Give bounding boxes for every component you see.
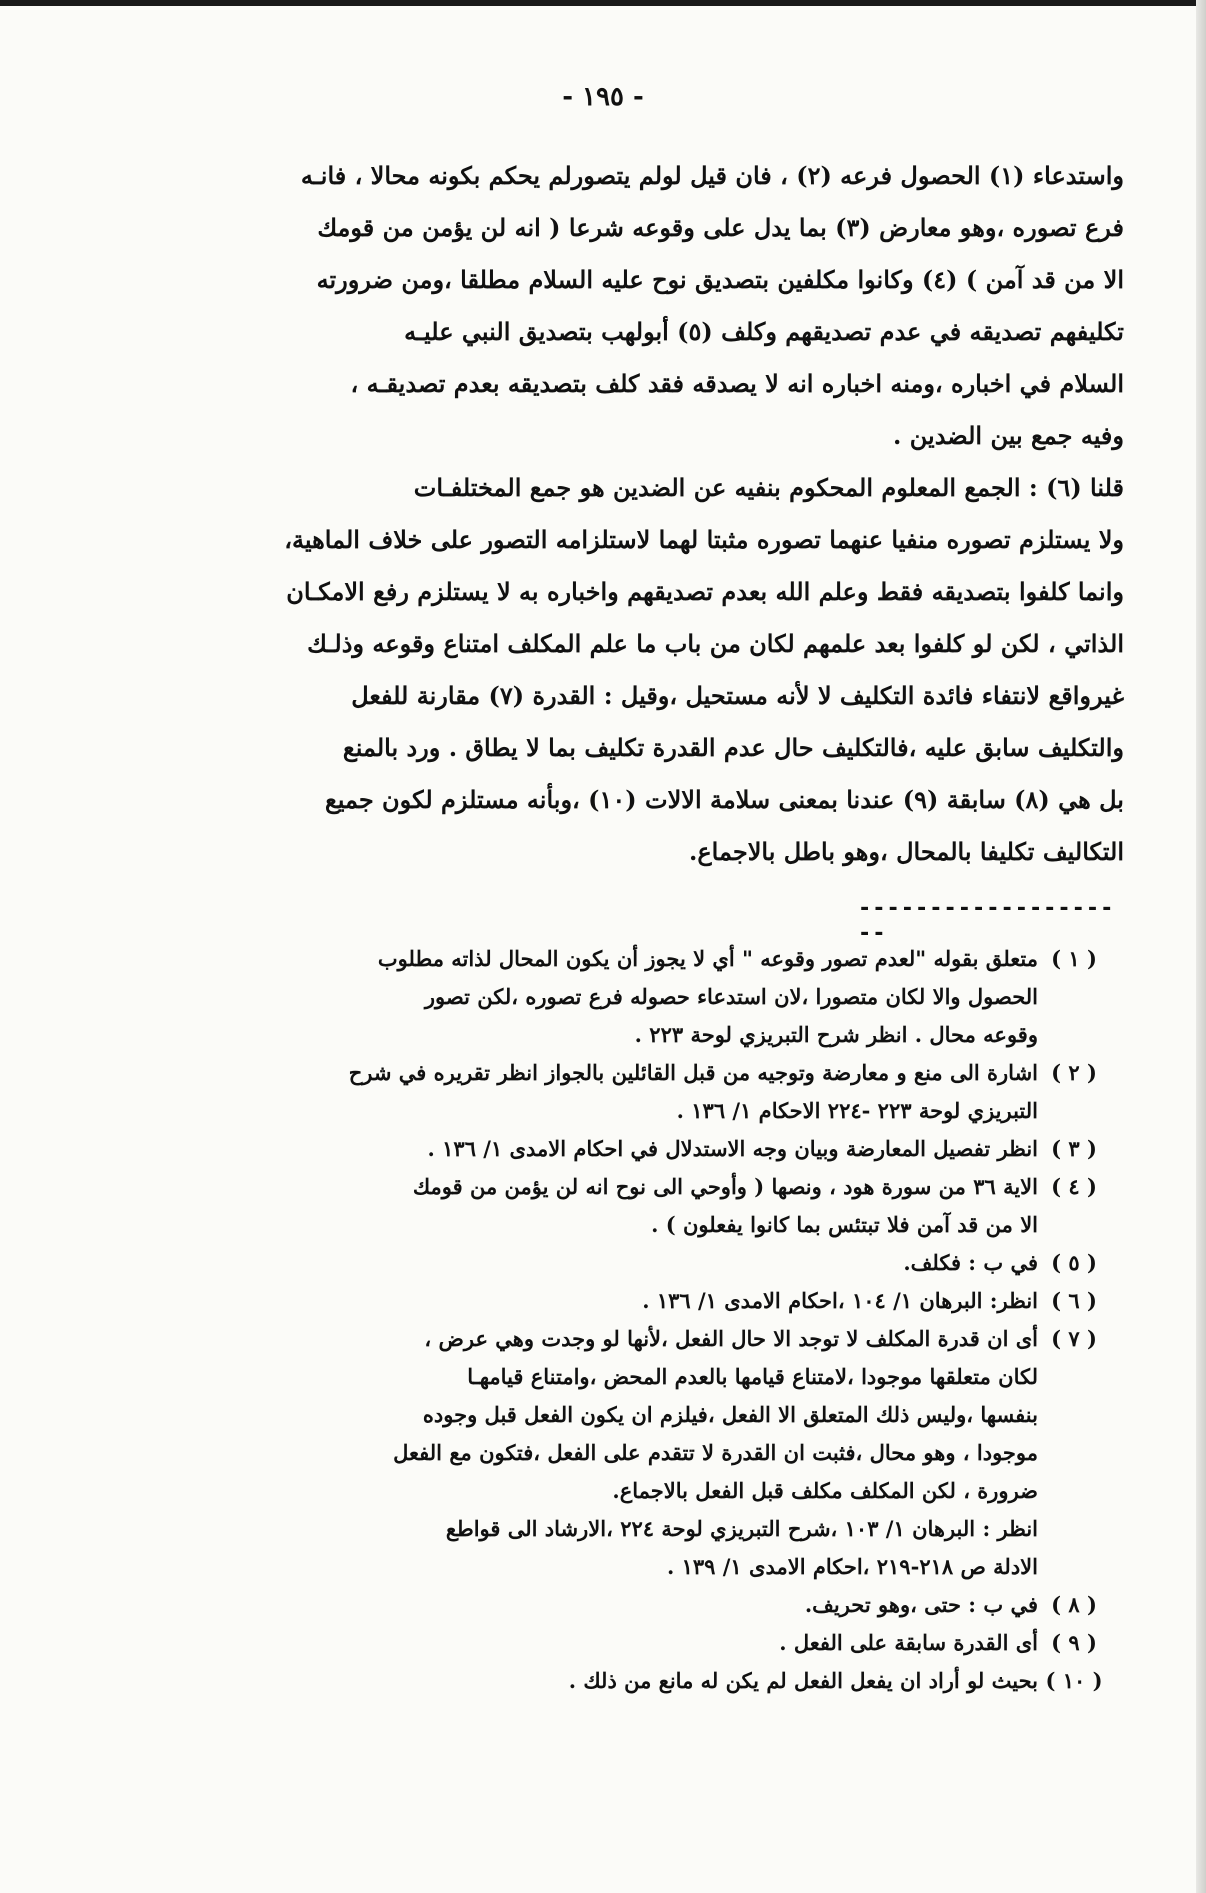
scan-top-edge — [0, 0, 1206, 6]
footnote-line: التبريزي لوحة ٢٢٣ -٢٢٤ الاحكام ١/ ١٣٦ . — [676, 1098, 1038, 1123]
footnote — [150, 1130, 1110, 1168]
main-text-line: بل هي (٨) سابقة (٩) عندنا بمعنى سلامة الالات (١٠) ،وبأنه مستلزم لكون جميع — [324, 785, 1124, 814]
footnote-number: ( ٢ ) — [1051, 1060, 1097, 1085]
footnote — [150, 1320, 1110, 1586]
footnote-text — [150, 1130, 1038, 1168]
main-text-line: الذاتي ، لكن لو كلفوا بعد علمهم لكان من باب ما علم المكلف امتناع وقوعه وذلـك — [307, 629, 1124, 658]
footnote — [150, 1282, 1110, 1320]
footnote-text — [150, 1624, 1038, 1662]
footnote-line: الاية ٣٦ من سورة هود ، ونصها ( وأوحي الى نوح انه لن يؤمن من قومك — [412, 1174, 1038, 1199]
footnote-number: ( ٦ ) — [1051, 1288, 1097, 1313]
footnote-line: في ب : فكلف. — [903, 1250, 1038, 1275]
footnote — [150, 1244, 1110, 1282]
footnote-text — [150, 1320, 1038, 1586]
footnote-line: موجودا ، وهو محال ،فثبت ان القدرة لا تتقدم على الفعل ،فتكون مع الفعل — [393, 1440, 1038, 1465]
footnote — [150, 1624, 1110, 1662]
footnote-line: وقوعه محال . انظر شرح التبريزي لوحة ٢٢٣ . — [634, 1022, 1038, 1047]
footnote-line: ضرورة ، لكن المكلف مكلف قبل الفعل بالاجماع. — [612, 1478, 1038, 1503]
footnote — [150, 1054, 1110, 1130]
footnote-text — [150, 1586, 1038, 1624]
main-text-line: غيرواقع لانتفاء فائدة التكليف لا لأنه مستحيل ،وقيل : القدرة (٧) مقارنة للفعل — [351, 681, 1124, 710]
footnote-number: ( ٨ ) — [1051, 1592, 1097, 1617]
main-text-line: وانما كلفوا بتصديقه فقط وعلم الله بعدم تصديقهم واخباره به لا يستلزم رفع الامكـان — [286, 577, 1124, 606]
footnote-line: الا من قد آمن فلا تبتئس بما كانوا يفعلون ) . — [651, 1212, 1038, 1237]
footnote-line: بحيث لو أراد ان يفعل الفعل لم يكن له مانع من ذلك . — [568, 1668, 1038, 1693]
main-text-line: الا من قد آمن ) (٤) وكانوا مكلفين بتصديق نوح عليه السلام مطلقا ،ومن ضرورته — [316, 265, 1124, 294]
footnote — [150, 1662, 1110, 1700]
main-text-line: التكاليف تكليفا بالمحال ،وهو باطل بالاجماع. — [689, 837, 1124, 866]
footnote-number: ( ٤ ) — [1051, 1174, 1097, 1199]
main-text-line: قلنا (٦) : الجمع المعلوم المحكوم بنفيه عن الضدين هو جمع المختلفـات — [413, 473, 1124, 502]
scan-right-edge — [1196, 0, 1206, 1893]
main-text-line: ولا يستلزم تصوره منفيا عنهما تصوره مثبتا لهما لاستلزامه التصور على خلاف الماهية، — [284, 525, 1124, 554]
footnote-line: أى ان قدرة المكلف لا توجد الا حال الفعل ،لأنها لو وجدت وهي عرض ، — [424, 1326, 1038, 1351]
footnote — [150, 1168, 1110, 1244]
main-text — [178, 150, 1124, 878]
footnote-text — [150, 940, 1038, 1054]
footnote-line: لكان متعلقها موجودا ،لامتناع قيامها بالعدم المحض ،وامتناع قيامهـا — [467, 1364, 1038, 1389]
main-text-line: تكليفهم تصديقه في عدم تصديقهم وكلف (٥) أبولهب بتصديق النبي عليـه — [404, 317, 1124, 346]
footnote-text — [150, 1662, 1038, 1700]
footnote-text — [150, 1168, 1038, 1244]
footnote-line: الحصول والا لكان متصورا ،لان استدعاء حصوله فرع تصوره ،لكن تصور — [424, 984, 1038, 1009]
footnote-text — [150, 1054, 1038, 1130]
main-text-line: السلام في اخباره ،ومنه اخباره انه لا يصدقه فقد كلف بتصديقه بعدم تصديقـه ، — [350, 369, 1124, 398]
footnote-line: في ب : حتى ،وهو تحريف. — [804, 1592, 1038, 1617]
footnote-number: ( ١ ) — [1051, 946, 1097, 971]
main-text-line: فرع تصوره ،وهو معارض (٣) بما يدل على وقوعه شرعا ( انه لن يؤمن من قومك — [317, 213, 1124, 242]
footnote-line: أى القدرة سابقة على الفعل . — [779, 1630, 1038, 1655]
page-number: - ١٩٥ - — [562, 82, 644, 112]
main-text-line: وفيه جمع بين الضدين . — [893, 421, 1124, 450]
footnote — [150, 940, 1110, 1054]
footnote-line: متعلق بقوله "لعدم تصور وقوعه " أي لا يجوز أن يكون المحال لذاته مطلوب — [377, 946, 1038, 971]
footnote-text — [150, 1282, 1038, 1320]
main-text-line: واستدعاء (١) الحصول فرعه (٢) ، فان قيل لولم يتصورلم يحكم بكونه محالا ، فانـه — [300, 161, 1124, 190]
main-text-line: والتكليف سابق عليه ،فالتكليف حال عدم القدرة تكليف بما لا يطاق . ورد بالمنع — [342, 733, 1124, 762]
footnote-line: اشارة الى منع و معارضة وتوجيه من قبل القائلين بالجواز انظر تقريره في شرح — [348, 1060, 1038, 1085]
footnote-number: ( ١٠ ) — [1045, 1668, 1103, 1693]
footnote-line: انظر: البرهان ١/ ١٠٤ ،احكام الامدى ١/ ١٣٦ . — [642, 1288, 1038, 1313]
footnote-line: بنفسها ،وليس ذلك المتعلق الا الفعل ،فيلزم ان يكون الفعل قبل وجوده — [422, 1402, 1038, 1427]
footnote-separator: -------------------- — [858, 896, 1115, 946]
footnote-number: ( ٩ ) — [1051, 1630, 1097, 1655]
footnote-number: ( ٣ ) — [1051, 1136, 1097, 1161]
footnote-line: انظر تفصيل المعارضة وبيان وجه الاستدلال في احكام الامدى ١/ ١٣٦ . — [427, 1136, 1038, 1161]
footnote-number: ( ٥ ) — [1051, 1250, 1097, 1275]
footnote-line: انظر : البرهان ١/ ١٠٣ ،شرح التبريزي لوحة ٢٢٤ ،الارشاد الى قواطع — [445, 1516, 1038, 1541]
footnotes — [150, 940, 1110, 1700]
footnote — [150, 1586, 1110, 1624]
footnote-line: الادلة ص ٢١٨-٢١٩ ،احكام الامدى ١/ ١٣٩ . — [666, 1554, 1038, 1579]
footnote-number: ( ٧ ) — [1051, 1326, 1097, 1351]
footnote-text — [150, 1244, 1038, 1282]
